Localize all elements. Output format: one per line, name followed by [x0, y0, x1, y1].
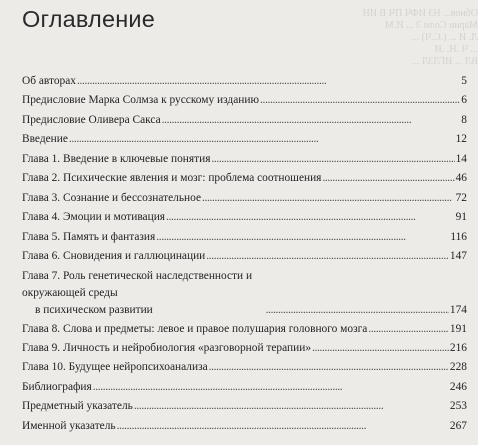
toc-entry-page: 216: [449, 341, 467, 354]
toc-entry-title: Именной указатель: [22, 419, 116, 432]
dot-leader: [77, 72, 460, 91]
toc-entry-subject-index: [22, 397, 467, 416]
toc-entry-title-line2: в психическом развитии: [35, 303, 153, 316]
dot-leader: [134, 397, 449, 416]
dot-leader: [166, 208, 455, 227]
toc-entry-title: Предисловие Марка Солмза к русскому изданию: [22, 94, 259, 107]
dot-leader: [162, 111, 461, 130]
toc-entry-page: 174: [449, 303, 467, 316]
toc-entry-title: Глава 8. Слова и предметы: левое и правое полушария головного мозга: [22, 322, 368, 335]
toc-entry-title: Об авторах: [22, 75, 76, 87]
toc-entry-title: Предметный указатель: [22, 400, 133, 413]
toc-entry-about-authors: [22, 72, 467, 91]
dot-leader: [260, 91, 460, 110]
toc-entry-bibliography: [22, 378, 467, 397]
dot-leader: [206, 247, 449, 266]
toc-entry-chapter-5: [22, 228, 467, 247]
toc-entry-title: [22, 268, 265, 319]
toc-entry-chapter-9: [22, 339, 467, 358]
dot-leader: [312, 339, 449, 358]
toc-entry-page: 147: [449, 250, 467, 263]
toc-entry-page: 253: [449, 400, 467, 413]
toc-entry-title: Глава 4. Эмоции и мотивация: [22, 211, 166, 224]
toc-entry-page: 116: [450, 230, 467, 243]
bleed-line: Л. И ... (.С.Ч) ...: [411, 32, 478, 43]
toc-entry-title: Глава 9. Личность и нейробиология «разговорной терапии»: [22, 341, 312, 354]
toc-entry-chapter-3: [22, 189, 467, 208]
toc-entry-name-index: [22, 417, 467, 436]
toc-entry-title: Предисловие Оливера Сакса: [22, 113, 161, 126]
toc-entry-title: Глава 1. Введение в ключевые понятия: [22, 152, 211, 165]
toc-entry-chapter-1: [22, 150, 467, 169]
table-of-contents: [22, 72, 467, 436]
toc-entry-title-line1: Глава 7. Роль генетической наследственности и окружающей среды: [22, 269, 253, 299]
toc-entry-chapter-6: [22, 247, 467, 266]
toc-entry-page: 14: [455, 152, 467, 165]
bleed-line: Обнов... НЗ ИФЧ ПЧ В ИН: [362, 8, 478, 19]
toc-entry-chapter-2: [22, 169, 467, 188]
toc-entry-title: Глава 2. Психические явления и мозг: проблема соотношения: [22, 172, 322, 185]
dot-leader: [368, 320, 449, 339]
toc-entry-page: 8: [461, 113, 467, 126]
toc-entry-page: 191: [449, 322, 467, 335]
bleed-line: Марии Солм 3 ... И.М: [384, 20, 478, 31]
toc-entry-sacks-preface: [22, 111, 467, 130]
page-title: Оглавление: [22, 6, 156, 32]
toc-entry-page: 6: [461, 94, 467, 107]
toc-entry-title: Глава 3. Сознание и бессознательное: [22, 191, 202, 204]
toc-entry-title: Глава 6. Сновидения и галлюцинации: [22, 250, 206, 263]
toc-entry-introduction: [22, 130, 467, 149]
toc-entry-page: 246: [449, 380, 467, 393]
dot-leader: [93, 378, 449, 397]
toc-entry-page: 267: [449, 419, 467, 432]
toc-entry-chapter-4: [22, 208, 467, 227]
dot-leader: [156, 228, 449, 247]
dot-leader: [69, 130, 455, 149]
dot-leader: [209, 358, 449, 377]
bleed-line: ... Ч .Н. .И: [434, 44, 478, 55]
toc-entry-solms-preface: [22, 91, 467, 110]
bleed-line: ВЛ ... ИГЛЗЛ ...: [412, 56, 478, 67]
dot-leader: [117, 417, 449, 436]
toc-entry-chapter-8: [22, 320, 467, 339]
toc-entry-title: Глава 5. Память и фантазия: [22, 230, 156, 243]
toc-entry-chapter-7: [22, 267, 467, 320]
dot-leader: [266, 302, 449, 319]
toc-entry-page: 91: [455, 211, 467, 224]
dot-leader: [211, 150, 454, 169]
toc-entry-page: 46: [455, 172, 467, 185]
toc-entry-page: 228: [449, 361, 467, 374]
toc-entry-chapter-10: [22, 358, 467, 377]
toc-entry-title: Глава 10. Будущее нейропсихоанализа: [22, 361, 208, 374]
toc-entry-title: Введение: [22, 133, 68, 146]
dot-leader: [322, 169, 454, 188]
toc-entry-page: 5: [461, 75, 467, 87]
dot-leader: [202, 189, 455, 208]
toc-entry-page: 72: [455, 191, 467, 204]
toc-entry-page: 12: [455, 133, 467, 146]
toc-entry-title: Библиография: [22, 380, 92, 393]
